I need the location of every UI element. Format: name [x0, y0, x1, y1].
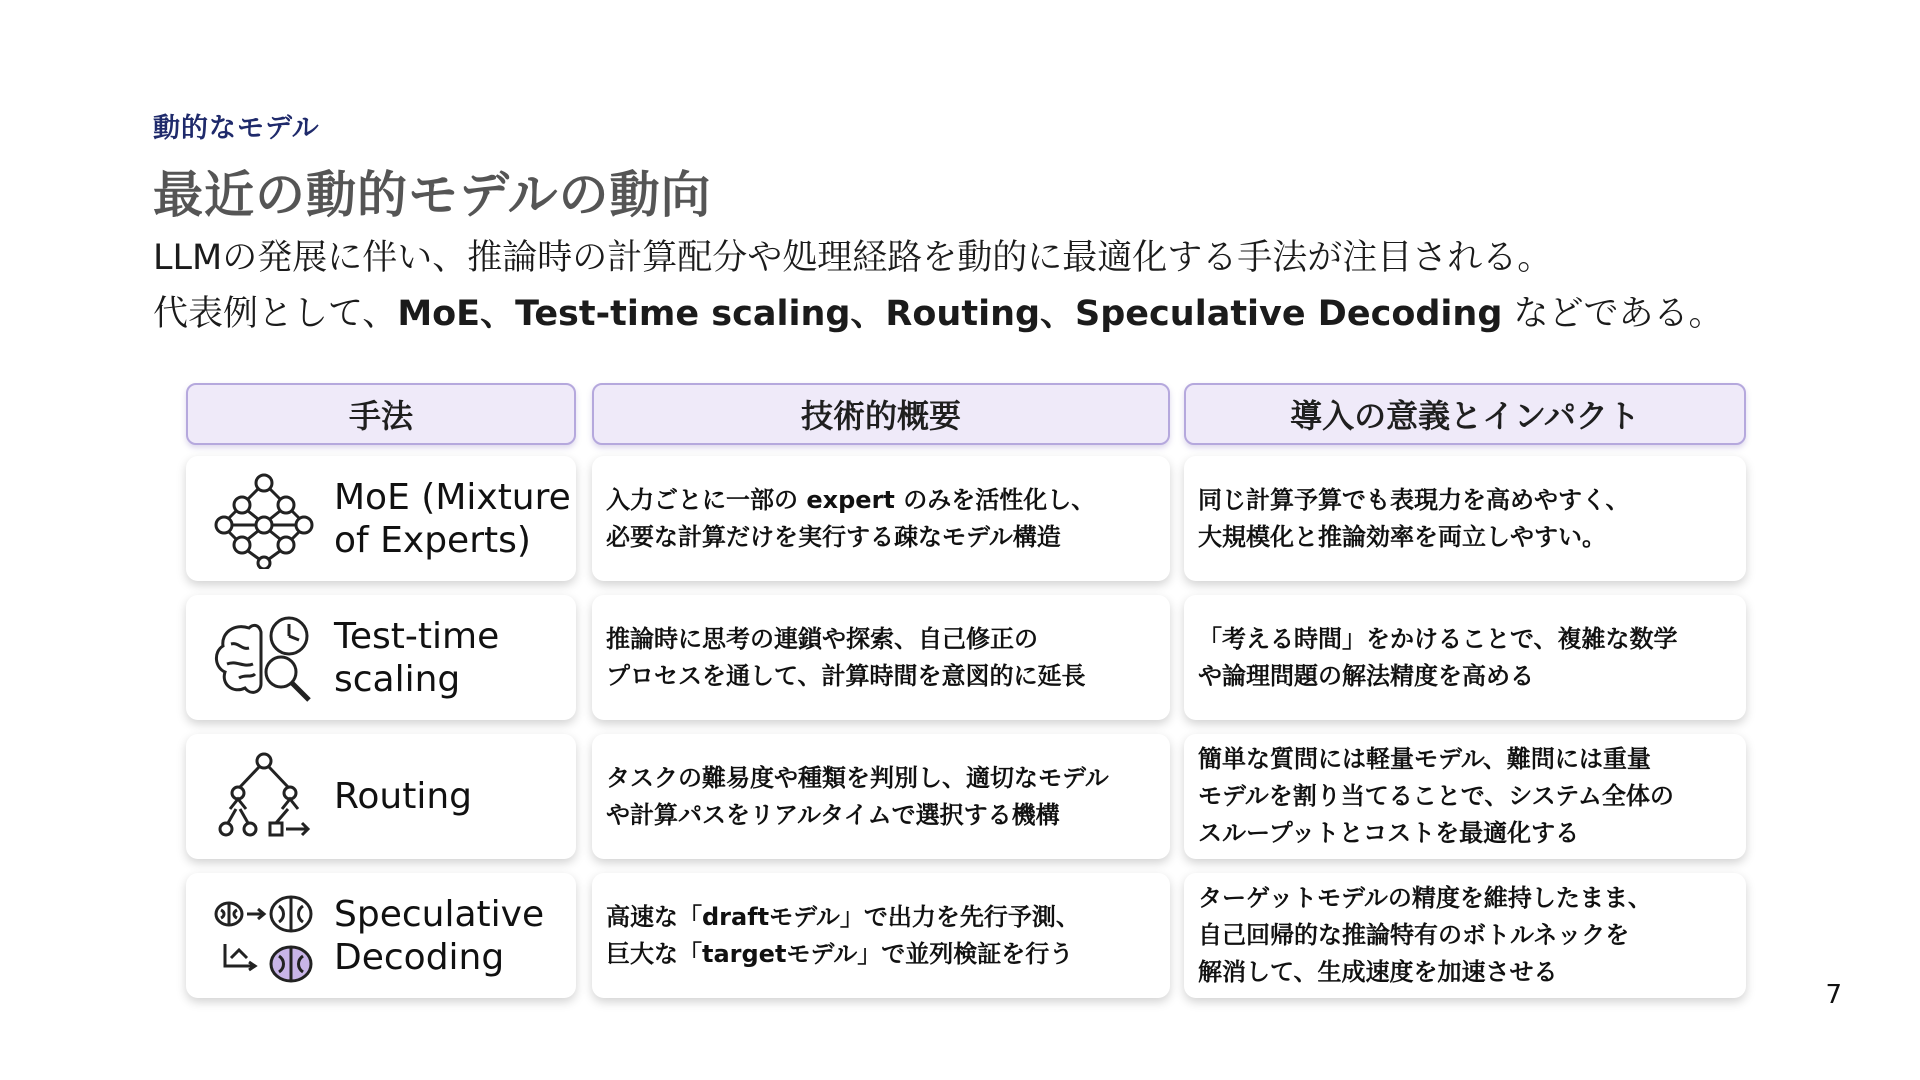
overview-line-2: や計算パスをリアルタイムで選択する機構 [606, 800, 1060, 829]
row-moe-impact [1184, 456, 1746, 581]
impact-line-3: 解消して、生成速度を加速させる [1198, 958, 1558, 986]
row-routing-method [186, 734, 576, 859]
row-tts-impact [1184, 595, 1746, 720]
row-spec-method [186, 873, 576, 998]
method-name-line-2: Decoding [334, 936, 505, 978]
row-moe-method [186, 456, 576, 581]
impact-line-2: モデルを割り当てることで、システム全体の [1198, 782, 1674, 810]
method-name-line-1: Speculative [334, 893, 545, 935]
intro-line-1: LLMの発展に伴い、推論時の計算配分や処理経路を動的に最適化する手法が注目される。 [153, 238, 1553, 278]
header-method: 手法 [186, 383, 576, 445]
page-title: 最近の動的モデルの動向 [153, 166, 712, 224]
overview-line-1: 高速な「draftモデル」で出力を先行予測、 [606, 902, 1080, 931]
methods-table [186, 383, 1746, 1003]
overview-line-2: 必要な計算だけを実行する疎なモデル構造 [606, 522, 1061, 551]
impact-line-1: 同じ計算予算でも表現力を高めやすく、 [1198, 485, 1630, 514]
impact-line-1: 簡単な質問には軽量モデル、難問には重量 [1198, 745, 1651, 773]
header-overview: 技術的概要 [592, 383, 1170, 445]
section-label: 動的なモデル [153, 113, 320, 144]
intro-line-2-suffix: などである。 [1502, 294, 1724, 334]
overview-line-1: 入力ごとに一部の expert のみを活性化し、 [606, 485, 1096, 514]
routing-tree-icon [204, 742, 324, 852]
overview-line-2: 巨大な「targetモデル」で並列検証を行う [606, 939, 1074, 968]
method-name-line-2: of Experts) [334, 519, 531, 561]
row-tts-overview [592, 595, 1170, 720]
network-graph-icon [204, 464, 324, 574]
row-routing-impact [1184, 734, 1746, 859]
intro-line-2 [153, 286, 1893, 342]
row-routing-overview [592, 734, 1170, 859]
impact-line-1: ターゲットモデルの精度を維持したまま、 [1198, 884, 1652, 912]
row-spec-overview [592, 873, 1170, 998]
row-spec-impact [1184, 873, 1746, 998]
impact-line-2: や論理問題の解法精度を高める [1198, 661, 1534, 690]
intro-paragraph [153, 230, 1893, 342]
row-moe-overview [592, 456, 1170, 581]
impact-line-1: 「考える時間」をかけることで、複雑な数学 [1198, 624, 1678, 653]
overview-line-2: プロセスを通して、計算時間を意図的に延長 [606, 661, 1086, 690]
impact-line-2: 大規模化と推論効率を両立しやすい。 [1198, 522, 1606, 551]
page-number: 7 [1825, 980, 1842, 1010]
impact-line-2: 自己回帰的な推論特有のボトルネックを [1198, 921, 1630, 949]
method-name-line-1: Routing [334, 776, 473, 817]
overview-line-1: タスクの難易度や種類を判別し、適切なモデル [606, 763, 1109, 792]
intro-line-2-terms: MoE、Test-time scaling、Routing、Speculative Decoding [397, 294, 1503, 334]
method-name-line-1: MoE (Mixture [334, 476, 571, 518]
header-impact: 導入の意義とインパクト [1184, 383, 1746, 445]
impact-line-3: スループットとコストを最適化する [1198, 819, 1580, 847]
method-name-line-1: Test-time [334, 615, 500, 657]
overview-line-1: 推論時に思考の連鎖や探索、自己修正の [606, 624, 1038, 653]
row-tts-method [186, 595, 576, 720]
intro-line-2-prefix: 代表例として、 [153, 294, 398, 334]
brain-draft-target-icon [204, 881, 324, 991]
method-name-line-2: scaling [334, 658, 461, 700]
brain-clock-search-icon [204, 603, 324, 713]
